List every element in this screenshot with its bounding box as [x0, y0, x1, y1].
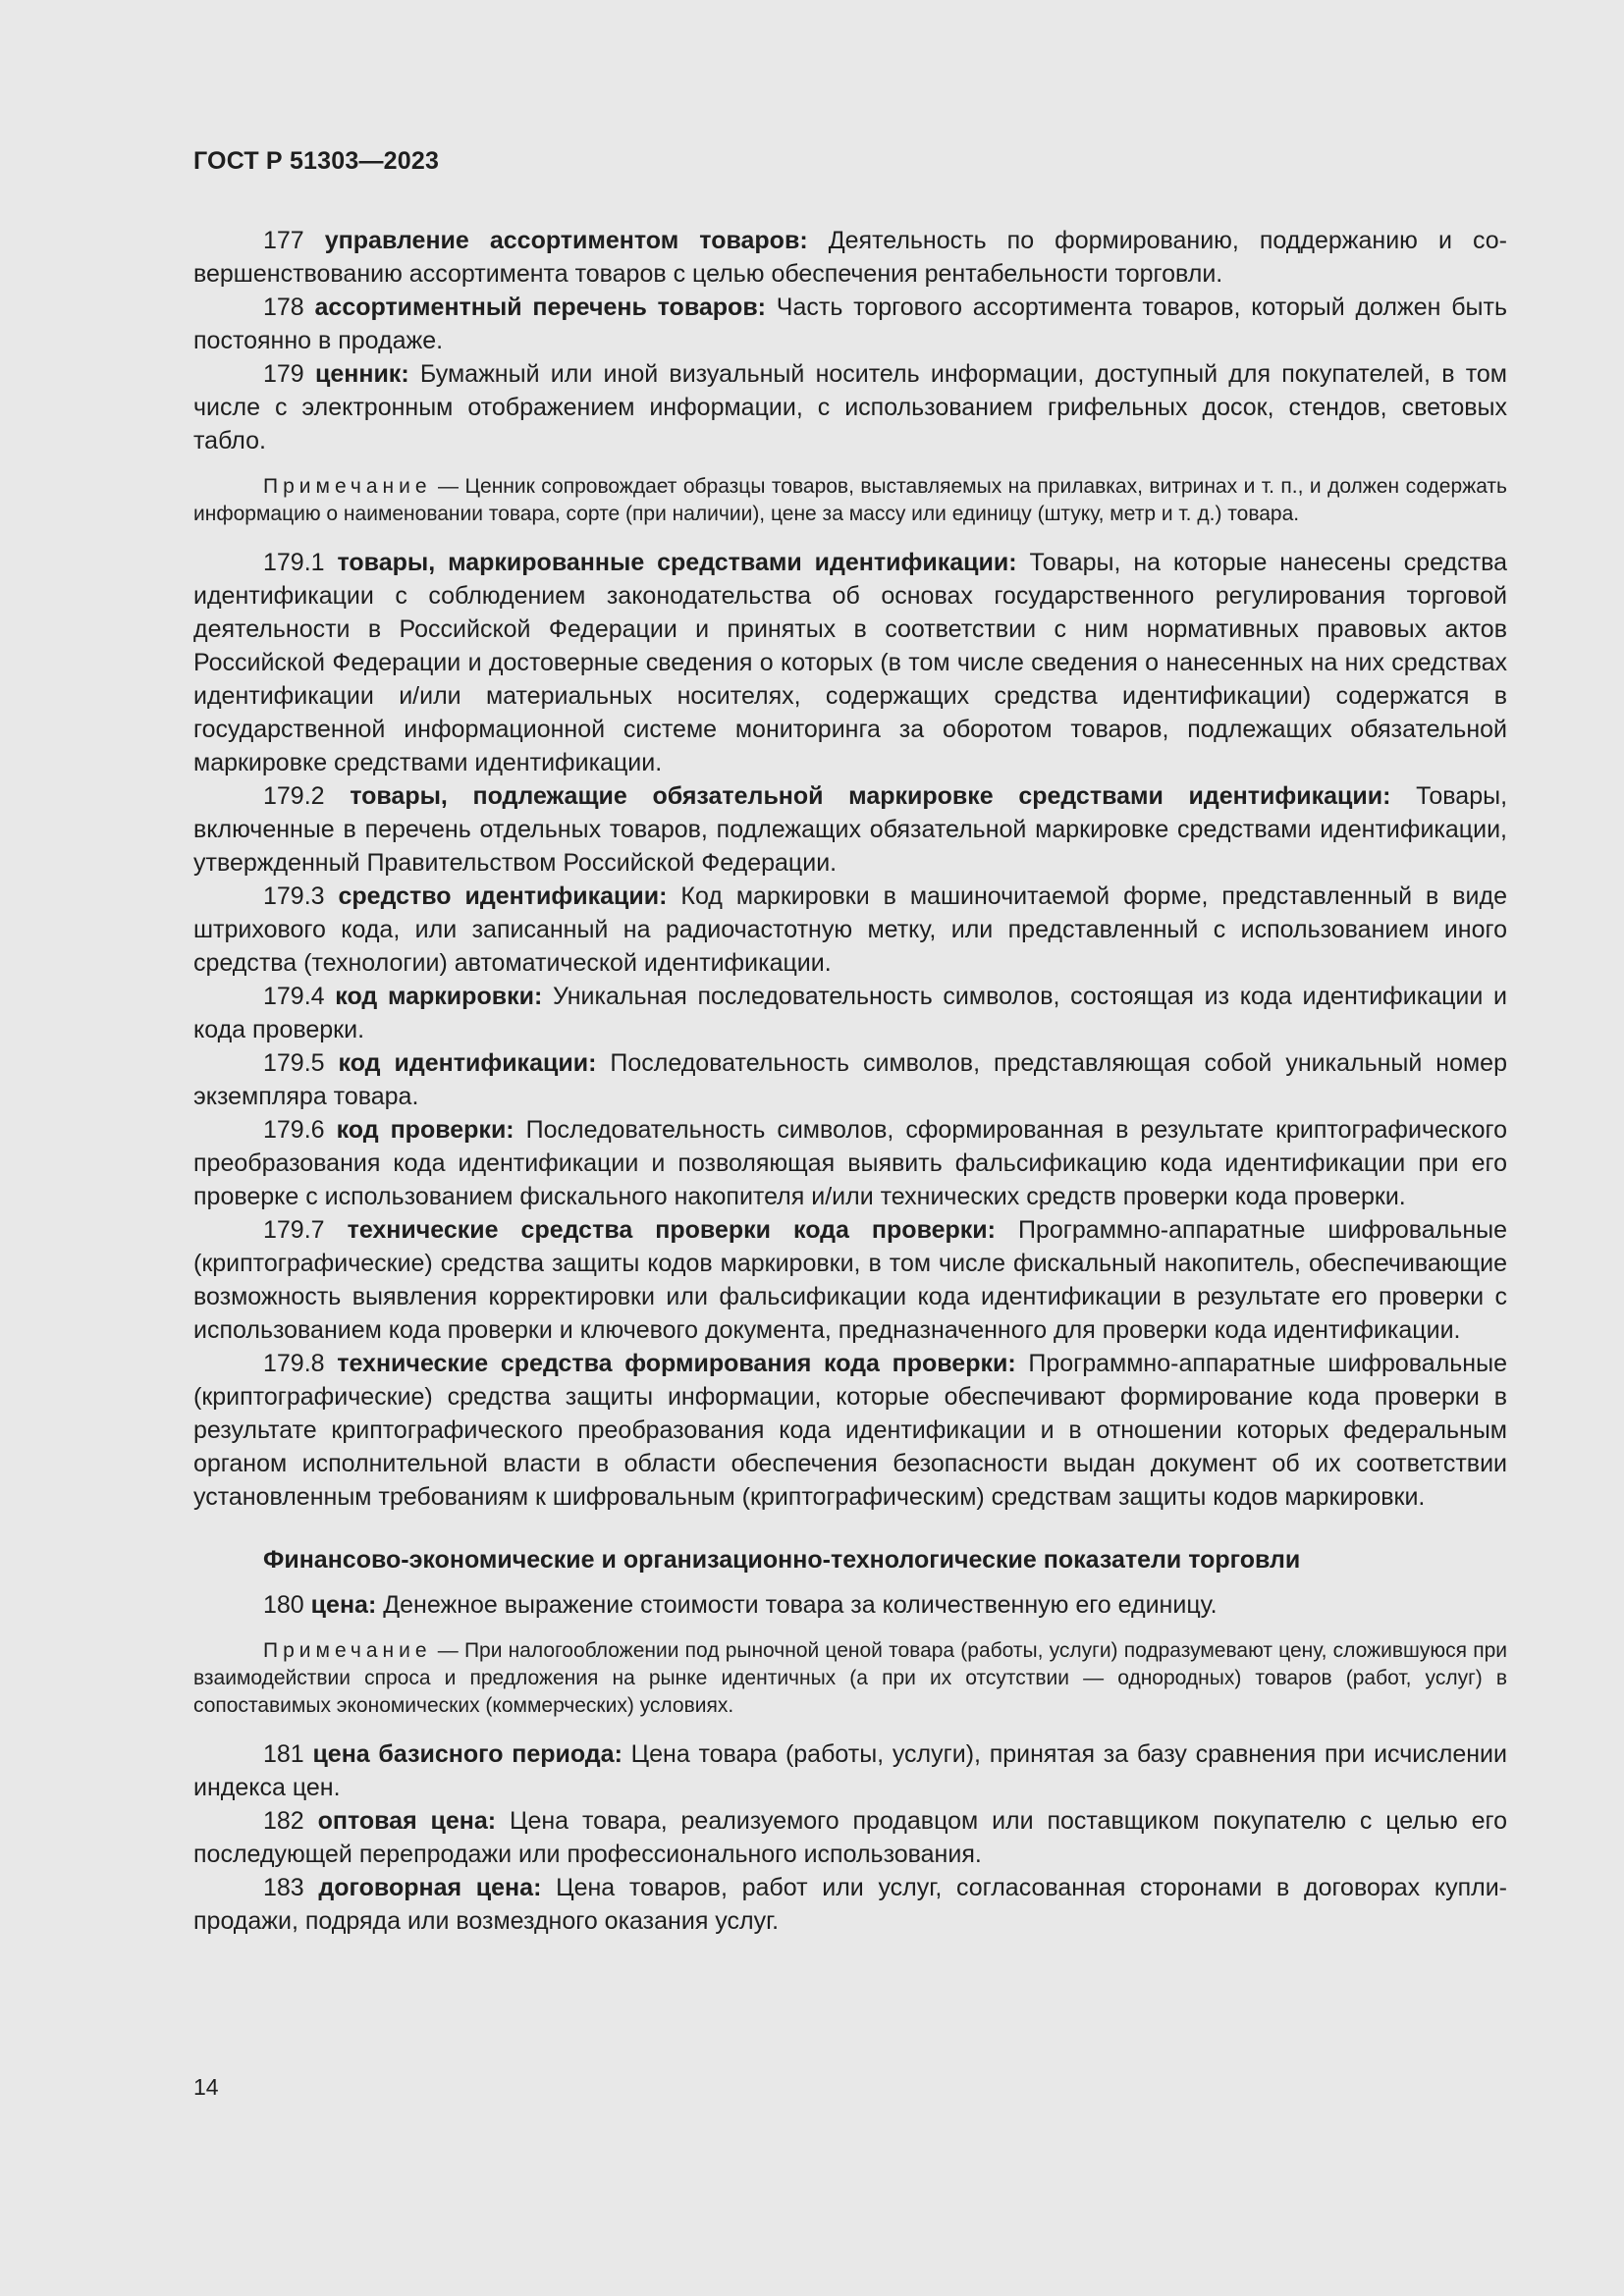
- entry-number: 179.5: [263, 1049, 339, 1077]
- entry-number: 179: [263, 360, 315, 388]
- note-label: Примечание: [263, 475, 432, 498]
- entry-term: товары, маркированные средствами идентификации:: [337, 549, 1017, 576]
- document-header: ГОСТ Р 51303—2023: [193, 147, 440, 175]
- entry-number: 179.1: [263, 549, 338, 576]
- term-entry-178: [193, 291, 1507, 357]
- entry-number: 181: [263, 1740, 313, 1768]
- entry-definition: Цена товара (работы, услуги), принятая за базу сравнения при исчислении индекса цен.: [193, 1740, 1507, 1801]
- entry-number: 178: [263, 294, 315, 321]
- term-entry-179-8: [193, 1347, 1507, 1514]
- entry-number: 177: [263, 227, 325, 254]
- entry-definition: Часть торгового ассортимента товаров, который должен быть постоянно в продаже.: [193, 294, 1507, 354]
- entry-term: ценник:: [314, 360, 409, 388]
- document-body: [193, 224, 1507, 1938]
- entry-number: 179.8: [263, 1350, 338, 1377]
- term-entry-179-5: [193, 1046, 1507, 1113]
- entry-number: 183: [263, 1874, 319, 1901]
- term-entry-179: [193, 357, 1507, 457]
- entry-definition: Товары, на которые нанесены средства идентификации с соблюдением законодательства об основах государственного регулирования торговой деятельности в Российской Федерации и принятых в соответствии с ним нормативных правовых актов Российской Федерации и достоверные сведения о которых (в том числе сведения о нанесенных на них средствах идентификации и/или материальных носителях, содержащих средства идентификации) содержатся в государственной информационной системе мониторинга за оборотом товаров, подлежащих обязательной маркировке средствами идентификации.: [193, 549, 1507, 776]
- entry-definition: Код маркировки в машиночитаемой форме, представленный в виде штрихового кода, или записанный на радиочастотную метку, или представленный с использованием иного средства (технологии) автоматической идентификации.: [193, 882, 1507, 977]
- entry-number: 179.7: [263, 1216, 348, 1244]
- entry-definition: Программно-аппаратные шифровальные (криптографические) средства защиты информации, которые обеспечивают формирование кода проверки в результате криптографического преобразования кода идентификации и в отношении которых федеральным органом исполнительной власти в области обеспечения безопасности выдан документ об их соответствии установленным требованиям к шифровальным (криптографическим) средствам защиты кодов маркировки.: [193, 1350, 1507, 1511]
- entry-definition: Товары, включенные в перечень отдельных товаров, подлежащих обязательной маркировке средствами идентификации, утвержденный Правительством Российской Федерации.: [193, 782, 1508, 877]
- entry-term: код проверки:: [336, 1116, 514, 1144]
- term-entry-182: [193, 1804, 1507, 1871]
- page-number: 14: [193, 2074, 219, 2100]
- entry-definition: Деятельность по формированию, поддержанию и совершенствованию ассортимента товаров с целью обеспечения рентабельности торговли.: [193, 227, 1507, 288]
- entry-number: 179.6: [263, 1116, 337, 1144]
- entry-term: код идентификации:: [338, 1049, 597, 1077]
- entry-number: 179.3: [263, 882, 339, 910]
- term-entry-183: [193, 1871, 1507, 1938]
- note-180: [193, 1637, 1507, 1720]
- term-entry-179-7: [193, 1213, 1507, 1347]
- entry-term: средство идентификации:: [338, 882, 668, 910]
- entry-number: 179.2: [263, 782, 351, 810]
- entry-term: договорная цена:: [318, 1874, 542, 1901]
- entry-term: товары, подлежащие обязательной маркировке средствами идентификации:: [350, 782, 1391, 810]
- term-entry-180: [193, 1588, 1507, 1622]
- entry-definition: Программно-аппаратные шифровальные (криптографические) средства защиты кодов маркировки, в том числе фискальный накопитель, обеспечивающие возможность выявления корректировки или фальсификации кода идентификации в результате его проверки с использованием кода проверки и ключевого документа, предназначенного для проверки кода идентификации.: [193, 1216, 1507, 1344]
- document-page: [193, 0, 1507, 2296]
- entry-definition: Последовательность символов, представляющая собой уникальный номер экземпляра товара.: [193, 1049, 1507, 1110]
- entry-definition: Цена товара, реализуемого продавцом или поставщиком покупателю с целью его последующей перепродажи или профессионального использования.: [193, 1807, 1507, 1868]
- entry-definition: Бумажный или иной визуальный носитель информации, доступный для покупателей, в том числе с электронным отображением информации, с использованием грифельных досок, стендов, световых табло.: [193, 360, 1507, 454]
- entry-number: 179.4: [263, 983, 336, 1010]
- entry-term: технические средства проверки кода проверки:: [347, 1216, 996, 1244]
- note-text: — При налогообложении под рыночной ценой товара (работы, услуги) подразумевают цену, сложившуюся при взаимодействии спроса и предложения на рынке идентичных (а при их отсутствии — однородных) товаров (работ, услуг) в сопоставимых экономических (коммерческих) условиях.: [193, 1639, 1507, 1717]
- entry-definition: Уникальная последовательность символов, состоящая из кода идентификации и кода проверки.: [193, 983, 1508, 1043]
- entry-number: 182: [263, 1807, 318, 1835]
- term-entry-177: [193, 224, 1507, 291]
- entry-term: управление ассортиментом товаров:: [324, 227, 808, 254]
- entry-definition: Последовательность символов, сформированная в результате криптографического преобразования кода идентификации и позволяющая выявить фальсификацию кода идентификации при его проверке с использованием фискального накопителя и/или технических средств проверки кода проверки.: [193, 1116, 1507, 1210]
- entry-term: технические средства формирования кода проверки:: [337, 1350, 1016, 1377]
- note-text: — Ценник сопровождает образцы товаров, выставляемых на прилавках, витринах и т. п., и должен содержать информацию о наименовании товара, сорте (при наличии), цене за массу или единицу (штуку, метр и т. д.) товара.: [193, 475, 1507, 525]
- entry-term: код маркировки:: [335, 983, 543, 1010]
- entry-term: оптовая цена:: [317, 1807, 497, 1835]
- entry-term: ассортиментный перечень товаров:: [314, 294, 767, 321]
- note-label: Примечание: [263, 1639, 432, 1662]
- entry-definition: Денежное выражение стоимости товара за количественную его единицу.: [376, 1591, 1218, 1619]
- term-entry-179-4: [193, 980, 1507, 1046]
- entry-definition: Цена товаров, работ или услуг, согласованная сторонами в договорах купли-продажи, подряда или возмездного оказания услуг.: [193, 1874, 1507, 1935]
- section-heading: Финансово-экономические и организационно-технологические показатели торговли: [263, 1546, 1301, 1574]
- term-entry-179-1: [193, 546, 1507, 779]
- entry-number: 180: [263, 1591, 311, 1619]
- term-entry-179-6: [193, 1113, 1507, 1213]
- entry-term: цена базисного периода:: [312, 1740, 623, 1768]
- entry-term: цена:: [310, 1591, 377, 1619]
- term-entry-181: [193, 1737, 1507, 1804]
- term-entry-179-3: [193, 880, 1507, 980]
- term-entry-179-2: [193, 779, 1507, 880]
- note-179: [193, 473, 1507, 528]
